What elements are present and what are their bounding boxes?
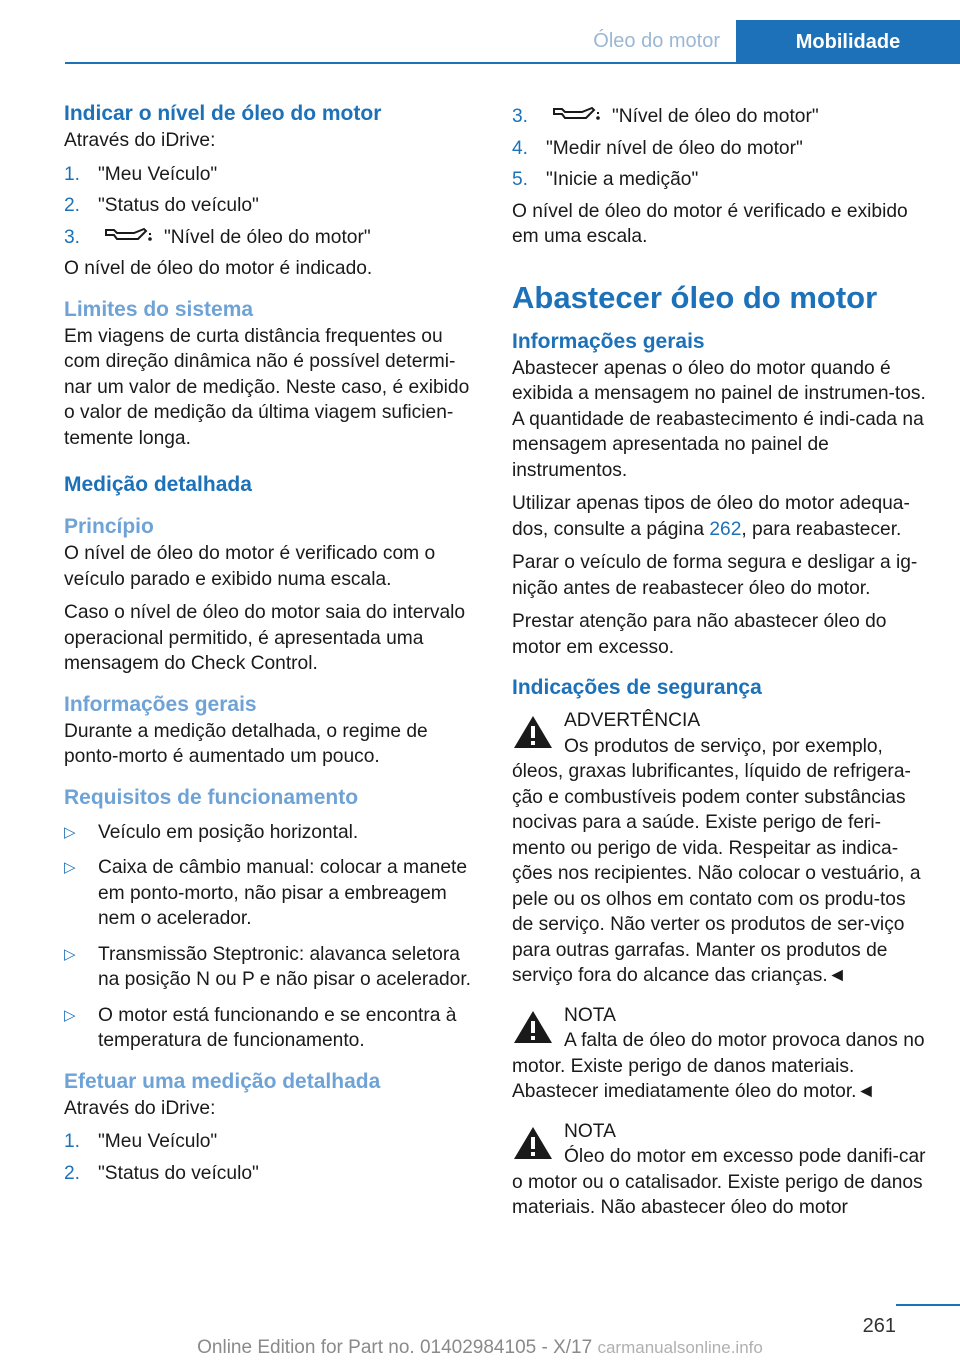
warning-triangle-icon	[512, 714, 554, 750]
heading-efetuar: Efetuar uma medição detalhada	[64, 1069, 381, 1093]
note-title: NOTA	[564, 1004, 616, 1026]
list-item: ▷ Veículo em posição horizontal.	[64, 820, 482, 846]
info-text: Durante a medição detalhada, o regime de ponto-morto é aumentado um pouco.	[64, 720, 428, 767]
principio-text-2: Caso o nível de óleo do motor saia do intervalo operacional permitido, é apresentada uma mensagem do Check Control.	[64, 602, 466, 674]
limites-text: Em viagens de curta distância frequentes ou com direção dinâmica não é possível determi-nar um valor de medição. Neste caso, é exibido o valor de medição da última viagem suficien-temente longa.	[64, 325, 470, 449]
page-link[interactable]: 262	[709, 518, 742, 540]
right-column	[512, 100, 928, 1235]
footer-edition: Online Edition for Part no. 01402984105 - X/17 carmanualsonline.info	[197, 1337, 763, 1358]
warning-block	[512, 708, 928, 989]
triangle-bullet-icon: ▷	[64, 859, 76, 876]
header-chapter-tab[interactable]: Mobilidade	[736, 20, 960, 64]
watermark: carmanualsonline.info	[597, 1338, 763, 1357]
abastecer-text-3: Parar o veículo de forma segura e desligar a ig-nição antes de reabastecer óleo do motor.	[512, 552, 918, 599]
indicated-text: O nível de óleo do motor é indicado.	[64, 258, 373, 279]
header-section-title: Óleo do motor	[593, 30, 720, 52]
warning-triangle-icon	[512, 1125, 554, 1161]
list-item: ▷ O motor está funcionando e se encontra à temperatura de funcionamento.	[64, 1003, 482, 1054]
principio-text-1: O nível de óleo do motor é verificado com o veículo parado e exibido numa escala.	[64, 543, 436, 590]
note-body: Óleo do motor em excesso pode danifi-car o motor ou o catalisador. Existe perigo de danos materiais. Não abastecer óleo do motor	[512, 1146, 926, 1218]
triangle-bullet-icon: ▷	[64, 945, 76, 963]
list-item: 5. "Inicie a medição"	[512, 169, 699, 190]
requisitos-list	[64, 820, 482, 1054]
via-idrive-2: Através do iDrive:	[64, 1097, 216, 1119]
heading-abastecer: Abastecer óleo do motor	[512, 279, 878, 315]
list-item: 1. "Meu Veículo"	[64, 163, 218, 185]
triangle-bullet-icon: ▷	[64, 1006, 76, 1024]
list-item: 3. "Nível de óleo do motor"	[512, 106, 819, 127]
heading-medicao: Medição detalhada	[64, 473, 252, 496]
steps-list-2	[64, 1129, 482, 1186]
page-number: 261	[862, 1315, 896, 1337]
warning-body: Os produtos de serviço, por exemplo, óleos, graxas lubrificantes, líquido de refrigera-ção e combustíveis podem conter substâncias nocivas para a saúde. Existe perigo de feri-mento ou perigo de vida. Respeitar as indica-ções nos recipientes. Não colocar o vestuário, a pele ou os olhos em contato com os produ-tos de serviço. Não verter os produtos de ser-viço para outras garrafas. Manter os produtos de serviço fora do alcance das crianças.◄	[512, 735, 921, 986]
verified-text: O nível de óleo do motor é verificado e exibido em uma escala.	[512, 200, 908, 247]
list-item: 1. "Meu Veículo"	[64, 1131, 218, 1152]
steps-list-3	[512, 104, 928, 193]
list-item: 2. "Status do veículo"	[64, 1162, 259, 1184]
oil-can-icon	[552, 104, 602, 124]
list-item: ▷ Transmissão Steptronic: alavanca seletora na posição N ou P e não pisar o acelerador.	[64, 942, 482, 993]
triangle-bullet-icon: ▷	[64, 823, 76, 841]
list-item: 3. "Nível de óleo do motor"	[64, 226, 371, 248]
heading-principio: Princípio	[64, 515, 154, 538]
footer-rule	[896, 1304, 960, 1306]
warning-triangle-icon	[512, 1009, 554, 1045]
note-block	[512, 1119, 928, 1221]
warning-title: ADVERTÊNCIA	[564, 710, 701, 731]
heading-seguranca: Indicações de segurança	[512, 676, 762, 699]
note-block	[512, 1003, 928, 1105]
heading-requisitos: Requisitos de funcionamento	[64, 785, 359, 809]
abastecer-text-4: Prestar atenção para não abastecer óleo do motor em excesso.	[512, 611, 887, 658]
steps-list-1	[64, 162, 482, 251]
abastecer-text-2: Utilizar apenas tipos de óleo do motor adequa-dos, consulte a página 262, para reabastecer.	[512, 493, 910, 540]
abastecer-text-1: Abastecer apenas o óleo do motor quando é exibida a mensagem no painel de instrumen-tos. A quantidade de reabastecimento é indi-cada na mensagem apresentada no painel de instrumentos.	[512, 357, 926, 481]
heading-indicar: Indicar o nível de óleo do motor	[64, 102, 382, 125]
list-item: 2. "Status do veículo"	[64, 195, 259, 216]
via-idrive-1: Através do iDrive:	[64, 130, 216, 151]
heading-info-gerais-right: Informações gerais	[512, 329, 705, 353]
list-item: ▷ Caixa de câmbio manual: colocar a manete em ponto-morto, não pisar a embreagem nem o acelerador.	[64, 855, 482, 932]
left-column	[64, 100, 482, 1192]
note-title: NOTA	[564, 1120, 616, 1142]
heading-limites: Limites do sistema	[64, 297, 254, 321]
oil-can-icon	[104, 225, 154, 245]
list-item: 4. "Medir nível de óleo do motor"	[512, 137, 803, 159]
heading-info-gerais: Informações gerais	[64, 692, 257, 716]
note-body: A falta de óleo do motor provoca danos no motor. Existe perigo de danos materiais. Abastecer imediatamente óleo do motor.◄	[512, 1030, 925, 1102]
